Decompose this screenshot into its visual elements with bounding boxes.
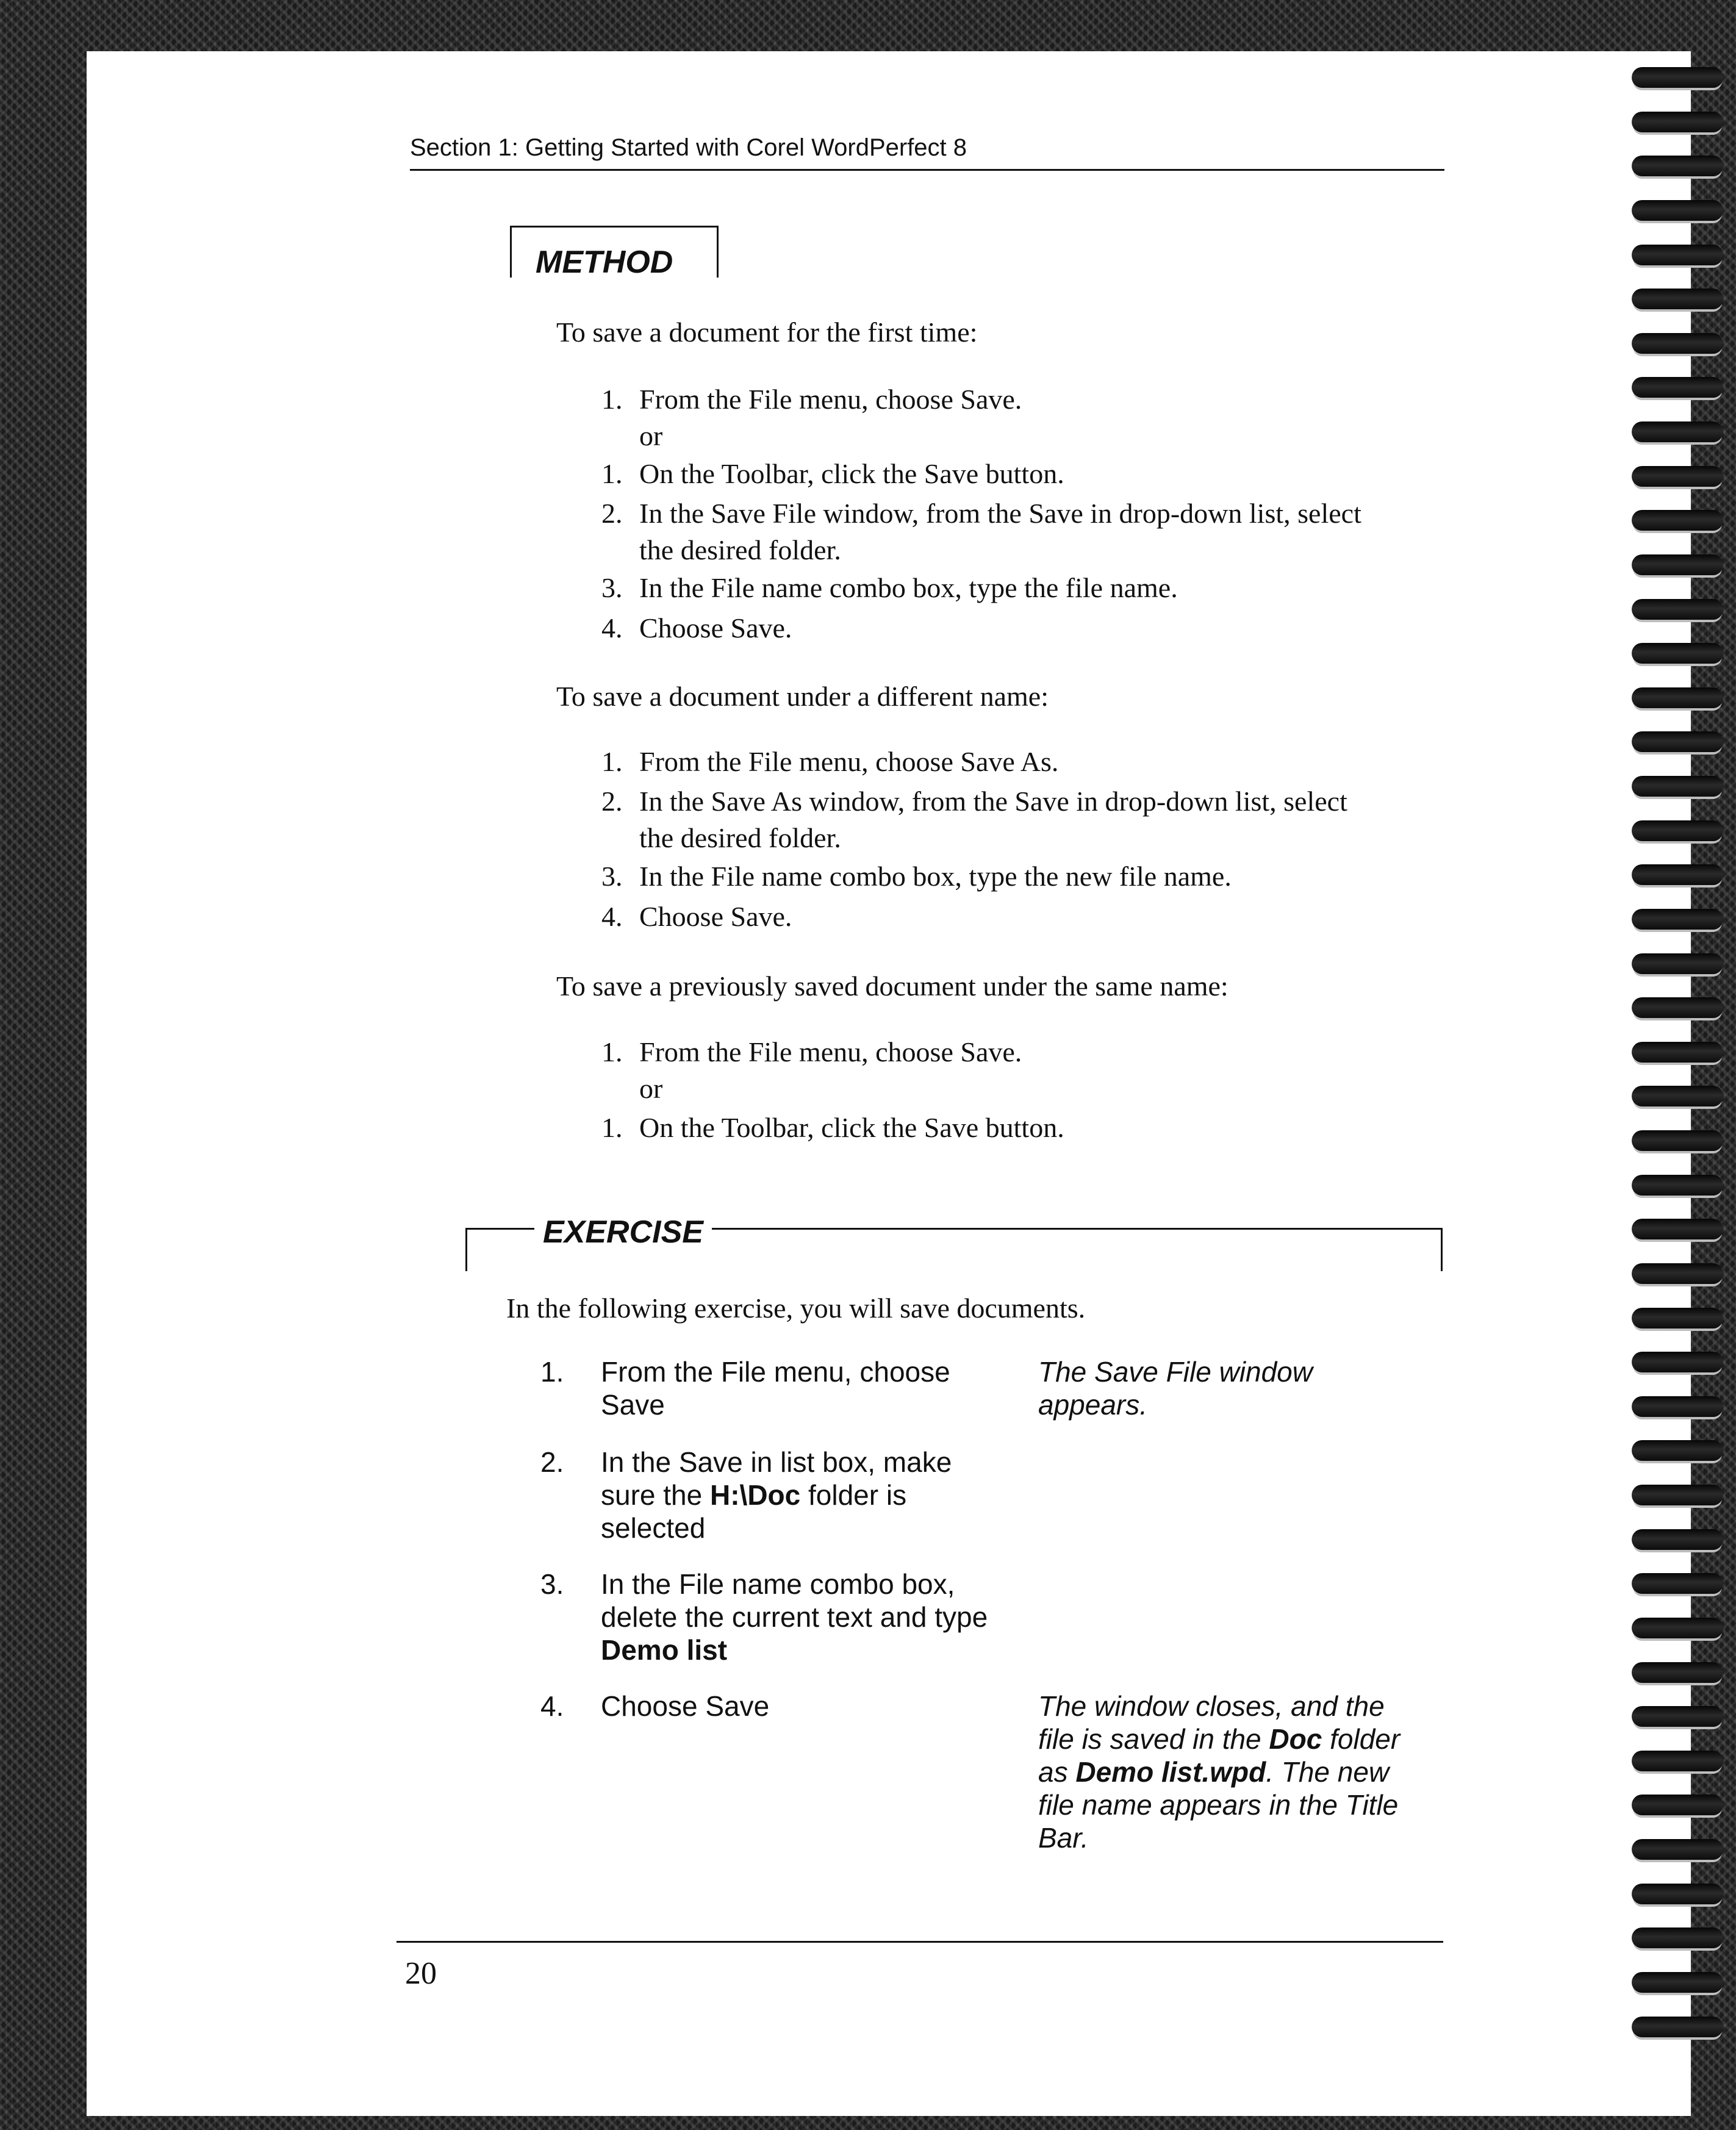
exercise-result-line: appears. [1038, 1389, 1148, 1421]
exercise-step-line: delete the current text and type [601, 1601, 988, 1633]
spiral-coil [1632, 1795, 1723, 1815]
spiral-coil [1632, 1042, 1723, 1063]
spiral-coil [1632, 1884, 1723, 1904]
spiral-coil [1632, 687, 1723, 708]
section-header: Section 1: Getting Started with Corel WordPerfect 8 [410, 134, 967, 161]
exercise-step-line: In the Save in list box, make [601, 1446, 952, 1478]
spiral-coil [1632, 510, 1723, 531]
exercise-result-line [1038, 1755, 1400, 1788]
list-item: From the File menu, choose Save. [639, 384, 1022, 415]
exercise-step-line: From the File menu, choose [601, 1356, 950, 1388]
spiral-coil [1632, 909, 1723, 930]
page-number: 20 [405, 1956, 437, 1991]
spiral-coil [1632, 1839, 1723, 1860]
spiral-coil [1632, 1618, 1723, 1638]
exercise-step-text [601, 1355, 950, 1421]
spiral-coil [1632, 554, 1723, 575]
spiral-coil [1632, 953, 1723, 974]
text-run: as [1038, 1756, 1076, 1788]
spiral-coil [1632, 1130, 1723, 1151]
list-item: Choose Save. [639, 612, 792, 644]
exercise-result-line [1038, 1723, 1400, 1755]
spiral-coil [1632, 731, 1723, 752]
text-run: sure the [601, 1479, 710, 1511]
list-item-number: 2. [601, 786, 623, 817]
header-rule [410, 169, 1444, 171]
spiral-coil [1632, 1972, 1723, 1993]
spiral-coil [1632, 643, 1723, 664]
exercise-result-line: Bar. [1038, 1822, 1089, 1854]
list-item: On the Toolbar, click the Save button. [639, 1112, 1064, 1143]
spiral-coil [1632, 1927, 1723, 1948]
spiral-binding [1632, 67, 1736, 2037]
list-item-number: 4. [601, 612, 623, 644]
spiral-coil [1632, 466, 1723, 487]
exercise-step-number: 4. [540, 1690, 564, 1722]
spiral-coil [1632, 1396, 1723, 1417]
exercise-label: EXERCISE [534, 1214, 712, 1250]
list-item-number: 2. [601, 498, 623, 529]
exercise-step-result [1038, 1355, 1313, 1421]
exercise-step-result [1038, 1690, 1400, 1854]
list-item: the desired folder. [639, 534, 841, 565]
spiral-coil [1632, 1440, 1723, 1461]
spiral-coil [1632, 333, 1723, 354]
footer-rule [396, 1941, 1443, 1943]
spiral-coil [1632, 997, 1723, 1018]
folder-path: H:\Doc [710, 1479, 801, 1511]
spiral-coil [1632, 2017, 1723, 2037]
exercise-step-text [601, 1568, 988, 1666]
exercise-step-text [601, 1446, 952, 1544]
list-item-number: 3. [601, 861, 623, 892]
list-item-number: 1. [601, 384, 623, 415]
text-run: folder is [800, 1479, 907, 1511]
exercise-step-number: 2. [540, 1446, 564, 1478]
spiral-coil [1632, 289, 1723, 309]
method-intro: To save a document for the first time: [556, 317, 978, 348]
folder-name: Doc [1269, 1723, 1322, 1755]
spiral-coil [1632, 1086, 1723, 1106]
list-item: the desired folder. [639, 822, 841, 853]
spiral-coil [1632, 377, 1723, 398]
spiral-coil [1632, 200, 1723, 221]
spiral-coil [1632, 245, 1723, 265]
method-label: METHOD [526, 244, 683, 281]
spiral-coil [1632, 776, 1723, 797]
exercise-step-text [601, 1690, 769, 1723]
list-item-number: 3. [601, 572, 623, 603]
exercise-result-line: The window closes, and the [1038, 1690, 1385, 1722]
spiral-coil [1632, 421, 1723, 442]
spiral-coil [1632, 1662, 1723, 1683]
exercise-step-number: 3. [540, 1568, 564, 1600]
list-item-number: 4. [601, 901, 623, 932]
method-intro: To save a previously saved document under the same name: [556, 970, 1228, 1002]
list-item: In the Save As window, from the Save in drop-down list, select [639, 786, 1347, 817]
spiral-coil [1632, 156, 1723, 176]
spiral-coil [1632, 1263, 1723, 1284]
exercise-intro: In the following exercise, you will save documents. [506, 1293, 1086, 1324]
list-item: or [639, 420, 663, 451]
spiral-coil [1632, 1485, 1723, 1505]
list-item: From the File menu, choose Save As. [639, 746, 1059, 777]
list-item-number: 1. [601, 458, 623, 489]
list-item: On the Toolbar, click the Save button. [639, 458, 1064, 489]
file-name: Demo list.wpd [1075, 1756, 1266, 1788]
list-item: From the File menu, choose Save. [639, 1036, 1022, 1067]
spiral-coil [1632, 1706, 1723, 1727]
exercise-step-line [601, 1633, 988, 1666]
list-item-number: 1. [601, 1036, 623, 1067]
spiral-coil [1632, 1573, 1723, 1594]
spiral-coil [1632, 112, 1723, 132]
list-item: In the File name combo box, type the file name. [639, 572, 1178, 603]
exercise-step-number: 1. [540, 1356, 564, 1388]
list-item: Choose Save. [639, 901, 792, 932]
spiral-coil [1632, 1529, 1723, 1550]
file-name: Demo list [601, 1634, 728, 1666]
text-run: folder [1322, 1723, 1401, 1755]
method-intro: To save a document under a different name: [556, 681, 1049, 712]
exercise-step-line: selected [601, 1512, 706, 1544]
exercise-result-line: file name appears in the Title [1038, 1789, 1399, 1821]
book-page [87, 51, 1691, 2116]
list-item: In the File name combo box, type the new file name. [639, 861, 1232, 892]
exercise-step-line [601, 1479, 952, 1511]
exercise-step-line: Choose Save [601, 1690, 770, 1722]
list-item-number: 1. [601, 1112, 623, 1143]
exercise-step-line: Save [601, 1389, 665, 1421]
spiral-coil [1632, 1352, 1723, 1372]
list-item: In the Save File window, from the Save in drop-down list, select [639, 498, 1361, 529]
list-item-number: 1. [601, 746, 623, 777]
spiral-coil [1632, 820, 1723, 841]
text-run: file is saved in the [1038, 1723, 1269, 1755]
text-run: . The new [1266, 1756, 1390, 1788]
list-item: or [639, 1073, 663, 1104]
spiral-coil [1632, 1751, 1723, 1771]
spiral-coil [1632, 599, 1723, 620]
exercise-step-line: In the File name combo box, [601, 1568, 955, 1600]
spiral-coil [1632, 864, 1723, 885]
exercise-result-line: The Save File window [1038, 1356, 1313, 1388]
spiral-coil [1632, 1175, 1723, 1196]
spiral-coil [1632, 1219, 1723, 1239]
spiral-coil [1632, 1308, 1723, 1329]
spiral-coil [1632, 67, 1723, 88]
